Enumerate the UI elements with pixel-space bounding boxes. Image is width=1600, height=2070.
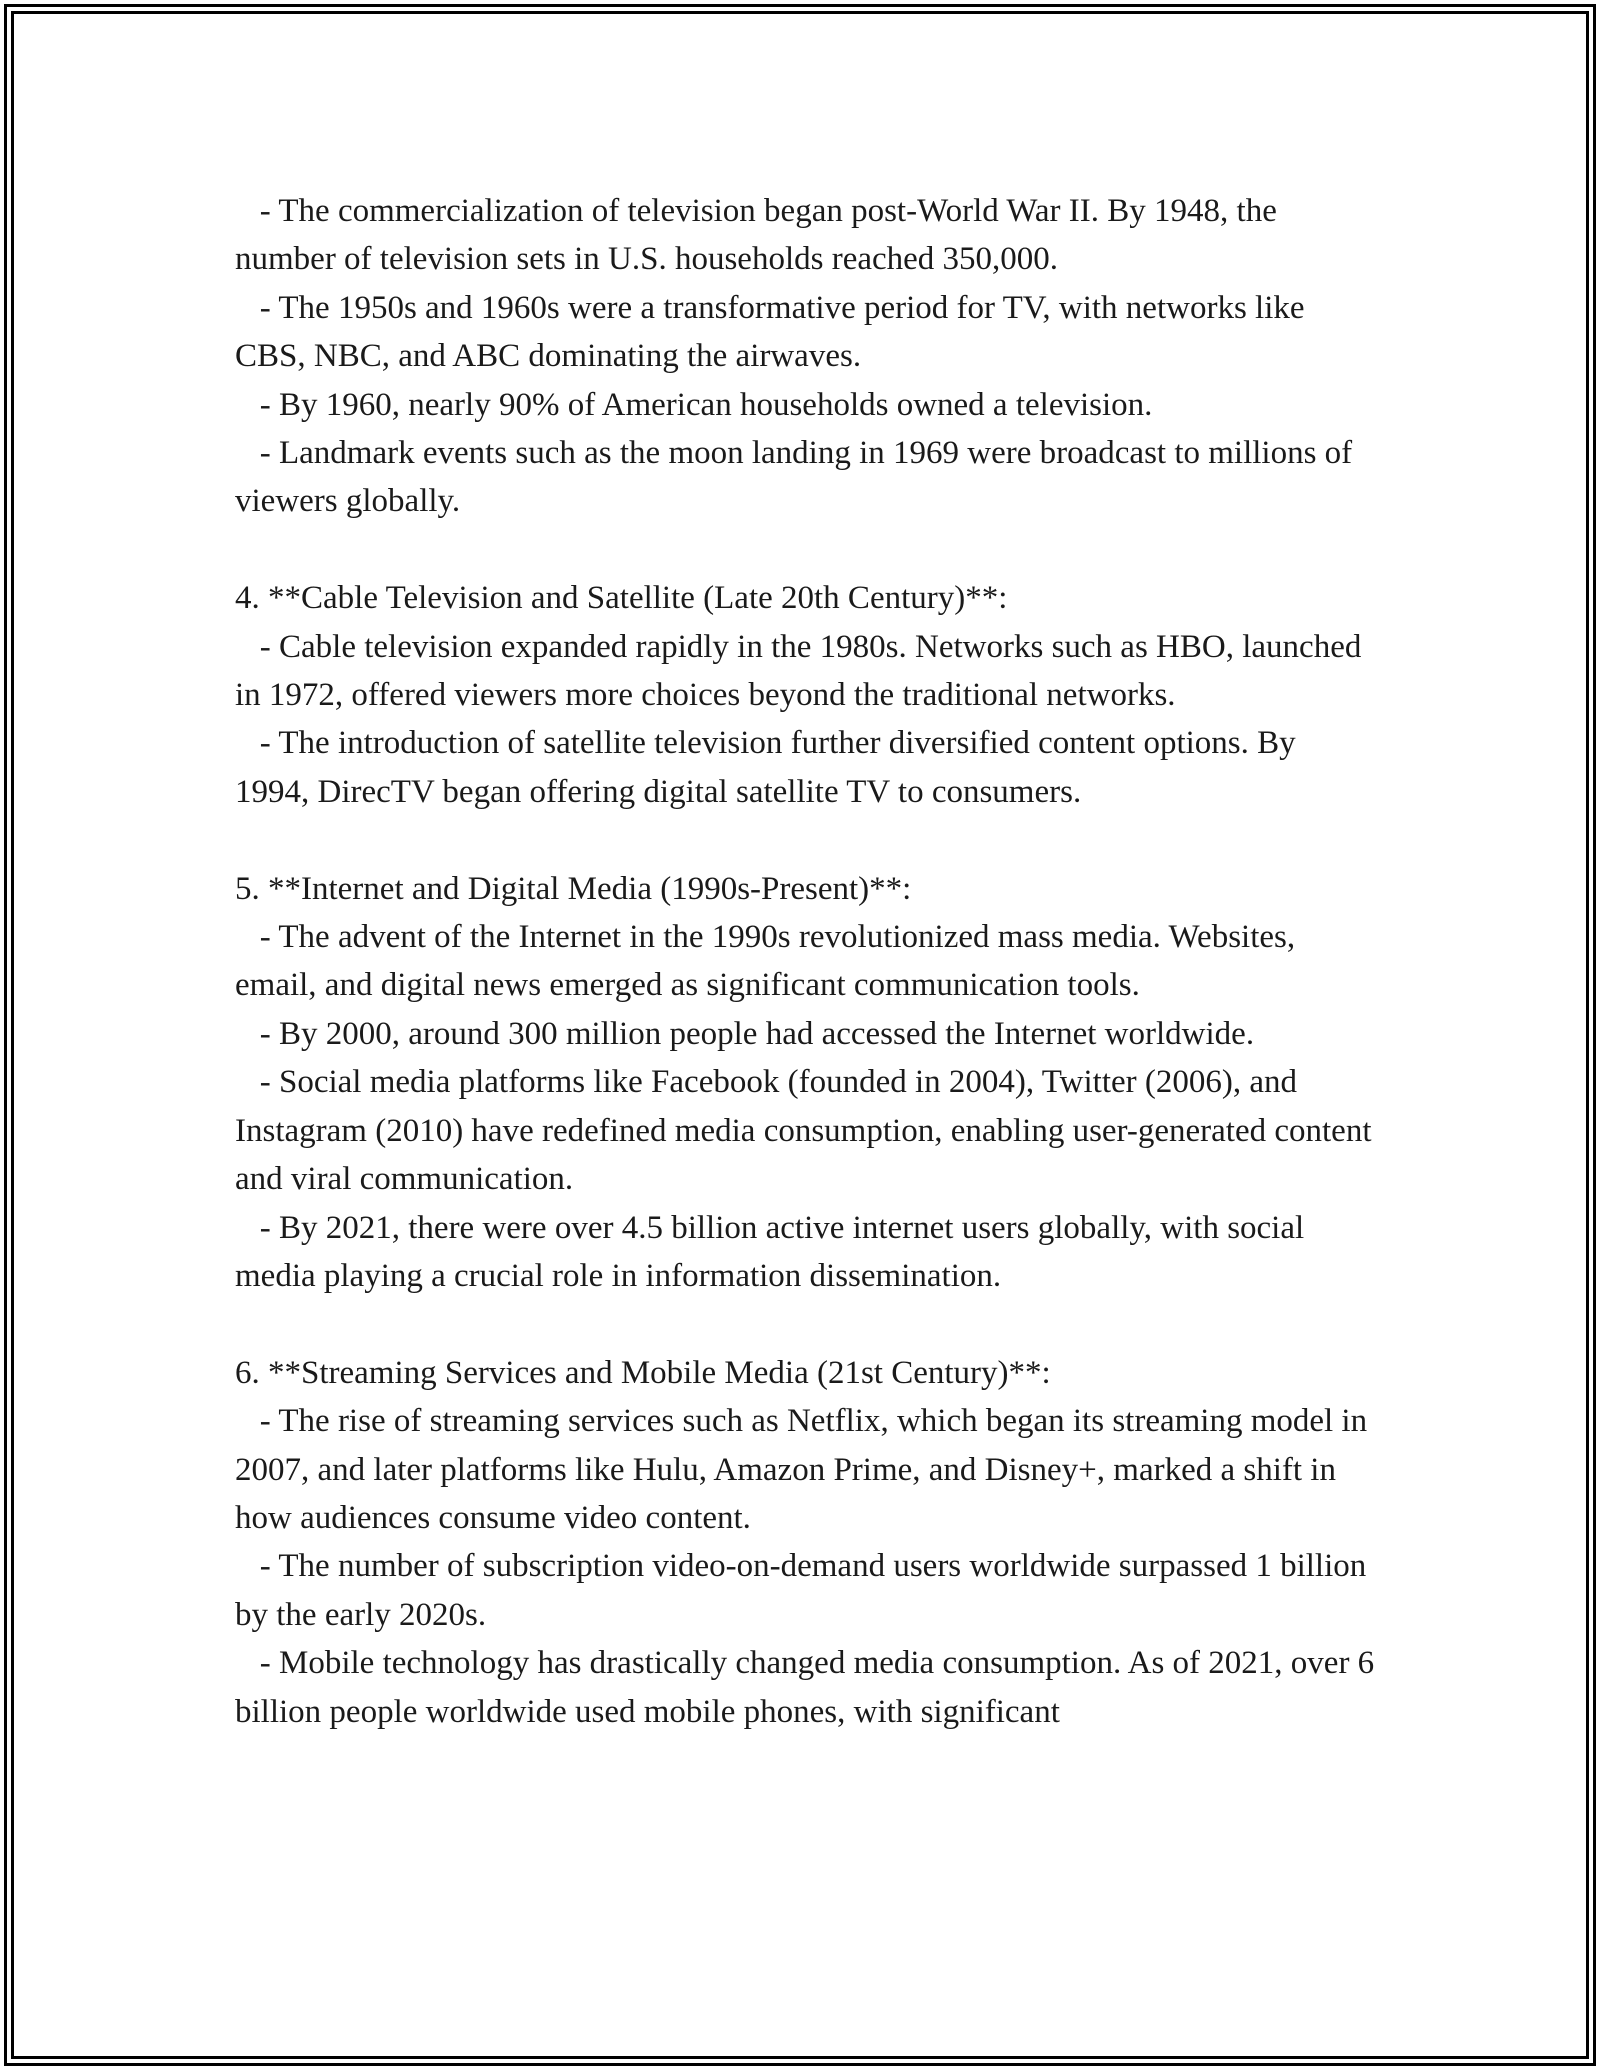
bullet-svod-users: - The number of subscription video-on-demand users worldwide surpassed 1 billion by the early 2020s. — [235, 1548, 1375, 1633]
bullet-mobile-technology: - Mobile technology has drastically changed media consumption. As of 2021, over 6 billion people worldwide used mobile phones, with significant — [235, 1645, 1383, 1730]
bullet-internet-2000: - By 2000, around 300 million people had accessed the Internet worldwide. — [235, 1015, 1255, 1052]
section-heading-streaming: 6. **Streaming Services and Mobile Media (21st Century)**: — [235, 1354, 1051, 1391]
bullet-tv-1960-households: - By 1960, nearly 90% of American households owned a television. — [235, 386, 1153, 423]
document-body — [235, 187, 1383, 1736]
bullet-satellite: - The introduction of satellite television further diversified content options. By 1994, DirecTV began offering digital satellite TV to consumers. — [235, 725, 1304, 810]
paragraph-spacer — [235, 816, 1375, 864]
bullet-internet-2021: - By 2021, there were over 4.5 billion active internet users globally, with social media playing a crucial role in information dissemination. — [235, 1209, 1313, 1294]
bullet-streaming-rise: - The rise of streaming services such as Netflix, which began its streaming model in 2007, and later platforms like Hulu, Amazon Prime, and Disney+, marked a shift in how audiences consume video content. — [235, 1403, 1376, 1536]
bullet-tv-1950s-1960s: - The 1950s and 1960s were a transformative period for TV, with networks like CBS, NBC, and ABC dominating the airwaves. — [235, 289, 1313, 375]
paragraph-spacer — [235, 526, 1375, 574]
section-heading-internet: 5. **Internet and Digital Media (1990s-Present)**: — [235, 870, 912, 907]
bullet-cable-expansion: - Cable television expanded rapidly in the 1980s. Networks such as HBO, launched in 1972, offered viewers more choices beyond the traditional networks. — [235, 628, 1370, 714]
bullet-tv-moon-landing: - Landmark events such as the moon landing in 1969 were broadcast to millions of viewers globally. — [235, 435, 1361, 520]
section-heading-cable: 4. **Cable Television and Satellite (Late 20th Century)**: — [235, 580, 1008, 617]
bullet-social-media: - Social media platforms like Facebook (founded in 2004), Twitter (2006), and Instagram (2010) have redefined media consumption, enabling user-generated content and viral communication. — [235, 1064, 1380, 1198]
bullet-internet-advent: - The advent of the Internet in the 1990s revolutionized mass media. Websites, email, and digital news emerged as significant communication tools. — [235, 919, 1304, 1004]
paragraph-spacer — [235, 1300, 1375, 1348]
bullet-tv-commercialization: - The commercialization of television began post-World War II. By 1948, the number of television sets in U.S. households reached 350,000. — [235, 193, 1286, 278]
